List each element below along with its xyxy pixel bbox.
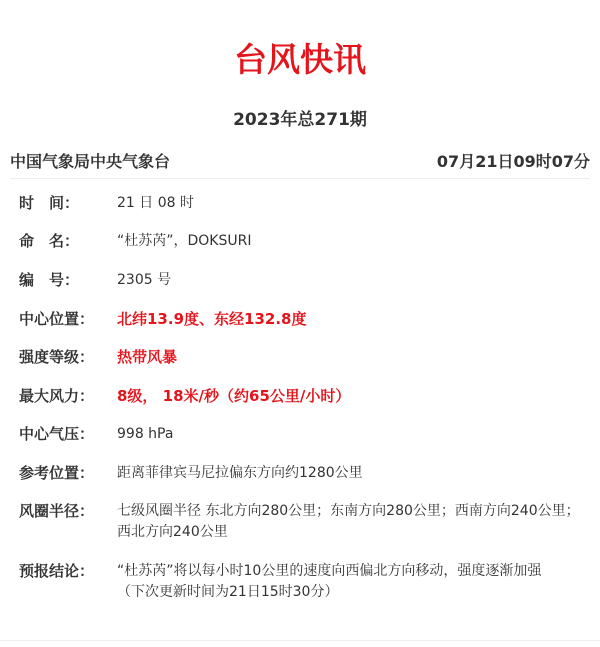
- field-value: 七级风圈半径 东北方向280公里；东南方向280公里；西南方向240公里；西北方向240公里: [117, 503, 580, 540]
- footer-divider: [0, 640, 600, 641]
- meta-row: [10, 150, 590, 174]
- field-value: 8级， 18米/秒（约65公里/小时）: [117, 387, 351, 405]
- field-label: 风圈半径：: [19, 502, 95, 520]
- field-label: 编 号：: [19, 271, 80, 289]
- field-label: 强度等级：: [19, 348, 95, 366]
- forecast-note: （下次更新时间为21日15时30分）: [117, 584, 339, 600]
- field-value: “杜苏芮”，DOKSURI: [117, 233, 252, 249]
- field-label: 参考位置：: [19, 464, 95, 482]
- release-time: 07月21日09时07分: [436, 152, 590, 171]
- header-divider: [10, 178, 590, 179]
- forecast-text: “杜苏芮”将以每小时10公里的速度向西偏北方向移动，强度逐渐加强: [117, 563, 542, 579]
- field-label: 中心气压：: [19, 425, 95, 443]
- field-label: 预报结论：: [19, 562, 95, 580]
- issue-number: 2023年总271期: [233, 110, 367, 130]
- field-label: 时 间：: [19, 194, 80, 212]
- field-value: 北纬13.9度、东经132.8度: [117, 310, 307, 328]
- field-value: 距离菲律宾马尼拉偏东方向约1280公里: [117, 465, 363, 481]
- field-label: 中心位置：: [19, 310, 95, 328]
- page-title: 台风快讯: [234, 40, 366, 79]
- field-label: 命 名：: [19, 232, 80, 250]
- field-value: 热带风暴: [117, 348, 178, 366]
- field-value: [117, 561, 589, 603]
- field-value: 998 hPa: [117, 426, 174, 442]
- agency-name: 中国气象局中央气象台: [10, 152, 171, 171]
- field-value: 21 日 08 时: [117, 195, 194, 211]
- field-value: 2305 号: [117, 272, 172, 288]
- field-label: 最大风力：: [19, 387, 95, 405]
